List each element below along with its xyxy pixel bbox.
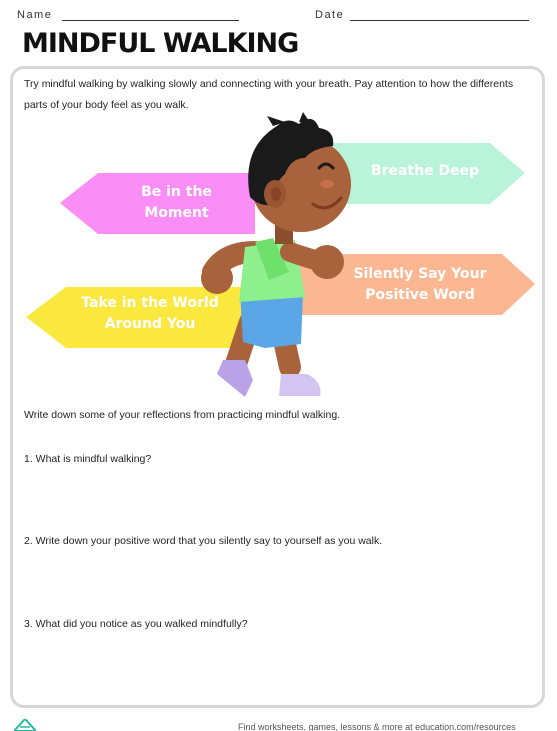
arrow-be-in-moment-label: Be in the Moment xyxy=(141,184,212,221)
date-label: Date xyxy=(315,9,345,21)
answer-area-3[interactable] xyxy=(24,640,529,698)
name-line[interactable] xyxy=(62,20,239,21)
date-line[interactable] xyxy=(350,20,529,21)
walking-boy-illustration xyxy=(195,112,365,402)
arrow-world-around-label: Take in the World Around You xyxy=(81,295,219,332)
arrow-breathe-deep-label: Breathe Deep xyxy=(370,163,480,179)
arrow-positive-word-label: Silently Say Your Positive Word xyxy=(353,266,487,303)
question-1: 1. What is mindful walking? xyxy=(24,453,152,465)
name-label: Name xyxy=(17,9,53,21)
question-3: 3. What did you notice as you walked mindfully? xyxy=(24,618,248,630)
page-title: MINDFUL WALKING xyxy=(22,28,299,59)
reflection-prompt: Write down some of your reflections from practicing mindful walking. xyxy=(24,409,341,421)
question-2: 2. Write down your positive word that you silently say to yourself as you walk. xyxy=(24,535,383,547)
education-logo-icon xyxy=(14,719,36,731)
answer-area-1[interactable] xyxy=(24,475,529,527)
intro-text: Try mindful walking by walking slowly and connecting with your breath. Pay attention to how the differents parts of your body feel as you walk. xyxy=(24,78,514,111)
footer-text: Find worksheets, games, lessons & more at education.com/resources xyxy=(238,722,516,731)
answer-area-2[interactable] xyxy=(24,557,529,609)
